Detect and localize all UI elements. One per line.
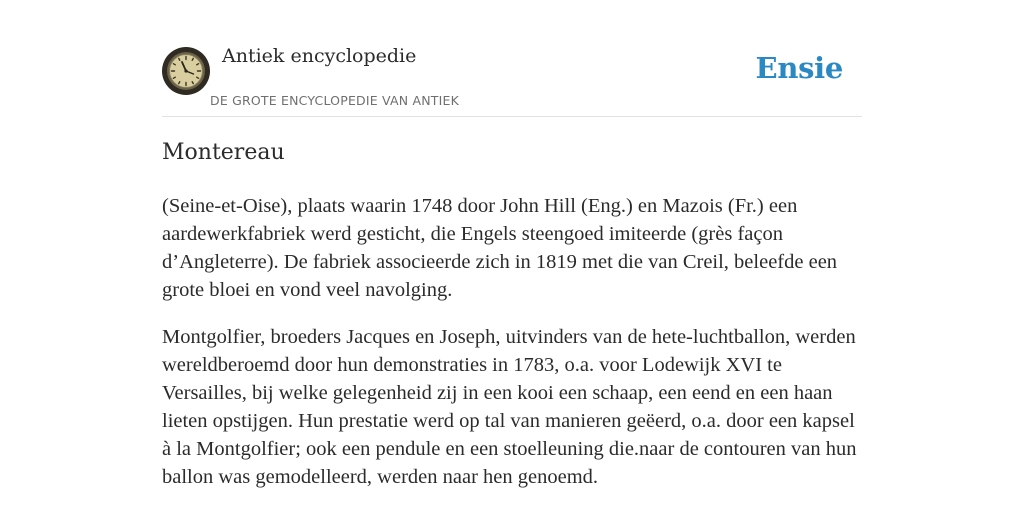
site-name[interactable]: Antiek encyclopedie	[222, 45, 417, 67]
site-header	[162, 0, 862, 117]
page-title: Montereau	[162, 140, 285, 165]
site-tagline: DE GROTE ENCYCLOPEDIE VAN ANTIEK	[210, 93, 459, 108]
article-paragraph: Montgolfier, broeders Jacques en Joseph, uitvinders van de hete-luchtballon, werden wereldberoemd door hun demonstraties in 1783, o.a. voor Lodewijk XVI te Versailles, bij welke gelegenheid zij in een kooi een schaap, een eend en een haan lieten opstijgen. Hun prestatie werd op tal van manieren geëerd, o.a. door een kapsel à la Montgolfier; ook een pendule en een stoelleuning die.naar de contouren van hun ballon was gemodelleerd, werden naar hen genoemd.	[162, 326, 857, 488]
article-card	[162, 0, 862, 488]
ensie-brand-logo[interactable]: Ensie	[755, 51, 843, 85]
antique-clock-icon[interactable]	[162, 47, 210, 95]
article-paragraph: (Seine-et-Oise), plaats waarin 1748 door John Hill (Eng.) en Mazois (Fr.) een aardewerkfabriek werd gesticht, die Engels steengoed imiteerde (grès façon d’Angleterre). De fabriek associeerde zich in 1819 met die van Creil, beleefde een grote bloei en vond veel navolging.	[162, 195, 838, 301]
